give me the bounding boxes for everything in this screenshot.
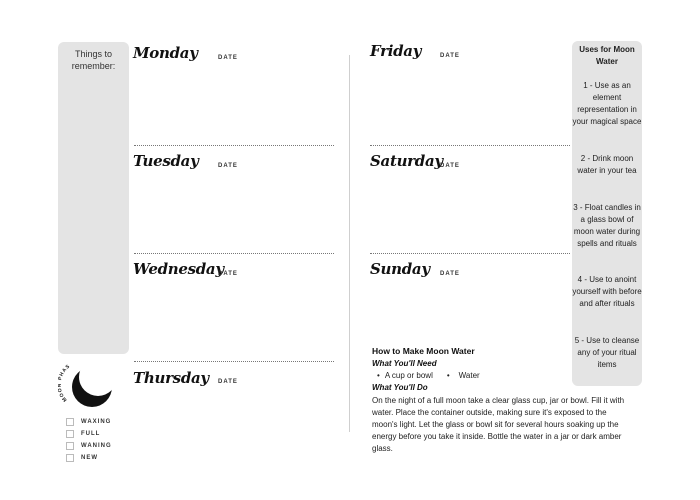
phase-label: NEW — [81, 455, 98, 461]
moon-phase-graphic — [58, 362, 118, 412]
divider-friday — [370, 145, 570, 146]
checkbox[interactable] — [66, 442, 74, 450]
howto-title: How to Make Moon Water — [372, 346, 475, 356]
checkbox[interactable] — [66, 418, 74, 426]
date-label-saturday: DATE — [440, 163, 460, 169]
day-tuesday: Tuesday — [133, 152, 199, 170]
moon-phase-title: MO HAS — [58, 363, 72, 403]
date-label-monday: DATE — [218, 55, 238, 61]
phase-label: WANING — [81, 443, 112, 449]
center-divider — [349, 55, 350, 432]
date-label-thursday: DATE — [218, 379, 238, 385]
day-thursday: Thursday — [133, 369, 209, 387]
phase-option-waxing[interactable] — [66, 418, 111, 426]
need-list — [372, 371, 480, 380]
date-label-friday: DATE — [440, 53, 460, 59]
uses-title: Uses for Moon Water — [579, 45, 635, 66]
day-saturday: Saturday — [370, 152, 443, 170]
divider-monday — [134, 145, 334, 146]
checkbox[interactable] — [66, 454, 74, 462]
remember-label: Things to remember: — [71, 49, 116, 71]
use-item: 4 - Use to anoint yourself with before and after rituals — [572, 275, 642, 308]
day-monday: Monday — [133, 44, 198, 62]
use-item: 5 - Use to cleanse any of your ritual items — [574, 336, 640, 369]
do-title: What You'll Do — [372, 383, 428, 392]
divider-tuesday — [134, 253, 334, 254]
divider-saturday — [370, 253, 570, 254]
phase-label: FULL — [81, 431, 101, 437]
divider-wednesday — [134, 361, 334, 362]
need-title: What You'll Need — [372, 359, 437, 368]
date-label-wednesday: DATE — [218, 271, 238, 277]
phase-option-waning[interactable] — [66, 442, 112, 450]
list-item: • A cup or bowl — [377, 371, 433, 380]
checkbox[interactable] — [66, 430, 74, 438]
use-item: 1 - Use as an element representation in your magical space — [572, 81, 642, 126]
do-instructions: On the night of a full moon take a clear glass cup, jar or bowl. Fill it with water. Place the container outside, making sure it's exposed to the moon's light. Let the glass or bowl sit for several hours soaking up the energy before you take it inside. Bottle the water in a jar or dark amber glass. — [372, 396, 625, 453]
phase-label: WAXING — [81, 419, 112, 425]
crescent-moon-icon — [58, 362, 118, 412]
day-wednesday: Wednesday — [133, 260, 224, 278]
date-label-sunday: DATE — [440, 271, 460, 277]
day-sunday: Sunday — [370, 260, 430, 278]
phase-option-new[interactable] — [66, 454, 98, 462]
list-item: • Water — [446, 371, 480, 380]
remember-panel — [58, 42, 129, 354]
phase-option-full[interactable] — [66, 430, 100, 438]
day-friday: Friday — [370, 42, 422, 60]
date-label-tuesday: DATE — [218, 163, 238, 169]
use-item: 3 - Float candles in a glass bowl of moon water during spells and rituals — [573, 203, 641, 248]
use-item: 2 - Drink moon water in your tea — [577, 154, 637, 175]
